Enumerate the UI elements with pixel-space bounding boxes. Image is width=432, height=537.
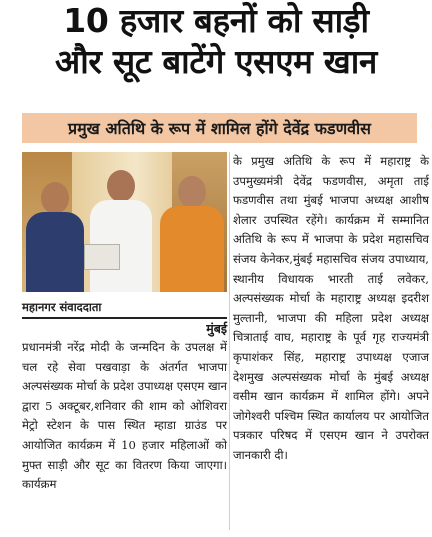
photo-person-center-head: [107, 170, 135, 202]
dateline: मुंबई: [206, 321, 227, 336]
photo-person-right: [160, 174, 224, 292]
byline: महानगर संवाददाता: [22, 300, 227, 319]
photo-person-left: [26, 180, 84, 292]
news-photo: [22, 152, 227, 292]
column-divider: [229, 152, 230, 530]
headline-line-1: 10 हजार बहनों को साड़ी: [63, 1, 369, 40]
photo-person-right-head: [178, 176, 206, 208]
photo-person-right-kurta: [160, 206, 224, 292]
article-body-left-column: प्रधानमंत्री नरेंद्र मोदी के जन्मदिन के उपलक्ष में चल रहे सेवा पखवाड़ा के अंतर्गत भाजपा अल्पसंख्यक मोर्चा के प्रदेश उपाध्यक्ष एसएम खान द्वारा 5 अक्टूबर,शनिवार की शाम को ओशिवरा मेट्रो स्टेशन के पास स्थित म्हाडा ग्राउंड पर आयोजित कार्यक्रम में 10 हजार महिलाओं को मुफ्त साड़ी और सूट का वितरण किया जाएगा। कार्यक्रम: [22, 340, 227, 492]
photo-person-left-jacket: [26, 212, 84, 292]
article-body-right-column: के प्रमुख अतिथि के रूप में महाराष्ट्र के उपमुख्यमंत्री देवेंद्र फडणवीस, अमृता ताई फडणवीस तथा मुंबई भाजपा अध्यक्ष आशीष शेलार उपस्थित रहेंगे। कार्यक्रम में सम्मानित अतिथि के रूप में भाजपा के प्रदेश महासचिव संजय केनेकर,मुंबई महासचिव संजय उपाध्याय, स्थानीय विधायक भारती ताई लवेकर, अल्पसंख्यक मोर्चा के महाराष्ट्र अध्यक्ष इदरीश मुल्तानी, भाजपा की महिला प्रदेश अध्यक्ष चित्राताई वाघ, महाराष्ट्र के पूर्व गृह राज्यमंत्री कृपाशंकर सिंह, महाराष्ट्र उपाध्यक्ष एजाज देशमुख अल्पसंख्यक मोर्चा के मुंबई अध्यक्ष वसीम खान कार्यक्रम में शामिल होंगे। अपने जोगेश्वरी पश्चिम स्थित कार्यालय पर आयोजित पत्रकार परिषद में एसएम खान ने उपरोक्त जानकारी दी।: [233, 154, 429, 462]
photo-person-center: [90, 168, 152, 292]
photo-invitation-card: [84, 244, 120, 270]
photo-person-left-head: [41, 182, 69, 214]
headline: [0, 2, 432, 82]
subheadline: प्रमुख अतिथि के रूप में शामिल होंगे देवेंद्र फडणवीस: [22, 113, 417, 143]
headline-line-2: और सूट बाटेंगे एसएम खान: [54, 41, 378, 81]
